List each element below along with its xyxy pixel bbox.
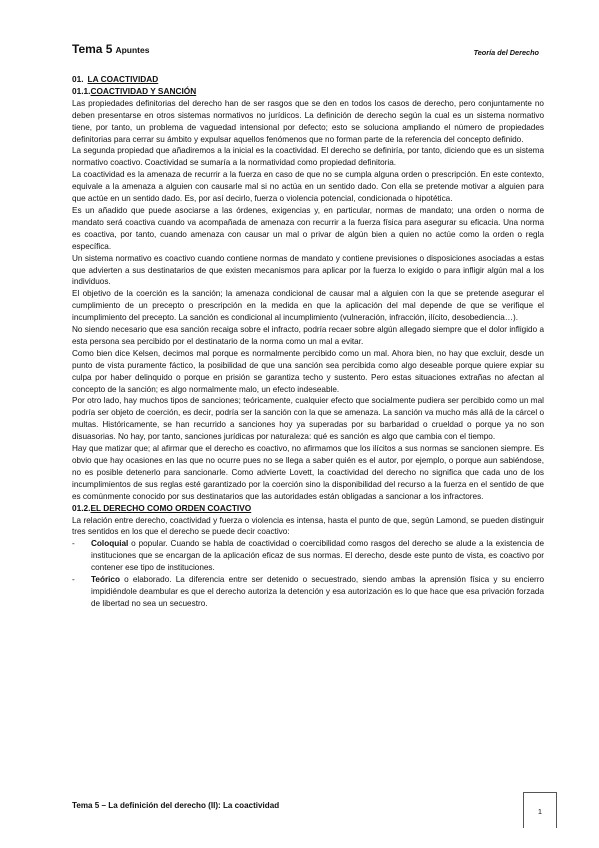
page-number: 1 [537,807,543,816]
paragraph: Un sistema normativo es coactivo cuando contiene normas de mandato y contiene previsiones o disposiciones asociadas a estas que advierten a sus destinatarios de que existen mecanismos para aplicar por la fuerza lo exigido o para infligir algún mal a los individuos. [72,253,544,287]
list-term: Coloquial [91,539,129,549]
list-term: Teórico [91,575,120,585]
page-header [72,40,539,58]
paragraph: Es un añadido que puede asociarse a las órdenes, exigencias y, en particular, normas de mandato; una orden o norma de mandato será coactiva cuando va acompañada de amenaza con recurrir a la fuerza física para asegurar su eficacia. Una norma es coactiva, por tanto, cuando amenaza con causar un mal o privar de algún bien a quien no actúe como la orden o regla específica. [72,205,544,251]
paragraph: Hay que matizar que; al afirmar que el derecho es coactivo, no afirmamos que los ilícitos a sus normas se sancionen siempre. Es obvio que hay ocasiones en las que no ocurre pues no se llega a saber quién es el autor, por ejemplo, o porque aun sabiéndose, no es posible detenerlo para sancionarle. Como advierte Lovett, la coactividad del derecho no significa que cada uno de los incumplimientos de sus reglas esté garantizado por la coerción sino la disponibilidad del recurso a la fuerza en el sentido de que es comúnmente conocido por sus destinatarios que las autoridades están obligadas a sancionar a los infractores. [72,444,544,501]
list-text: o elaborado. La diferencia entre ser detenido o secuestrado, siendo ambas la aprensión física y su encierro impidiéndole deambular es que el derecho autoriza la detención y esa autorización es lo que hace que esa privación forzada de libertad no sea un secuestro. [91,575,544,608]
list-dash: - [72,539,75,549]
paragraph: La coactividad es la amenaza de recurrir a la fuerza en caso de que no se cumpla alguna orden o prescripción. En este contexto, equivale a la amenaza a alguien con causarle mal si no actúa en un sentido dado. Con ella se pretende motivar a alguien para que actúe en un sentido dado. Es, por así decirlo, fuerza o violencia potencial, condicionada o hipotética. [72,170,544,204]
paragraph: La segunda propiedad que añadiremos a la inicial es la coactividad. El derecho se definiría, por tanto, diciendo que es un sistema normativo coactivo. Coactividad se sumaría a la normatividad como propiedad definitoria. [72,146,544,168]
document-body [72,74,544,610]
page-number-box [523,792,557,828]
section-number: 01.1. [72,85,91,96]
section-number: 01.2. [72,502,91,513]
section-number: 01. [72,74,84,84]
list-text: o popular. Cuando se habla de coactividad o coercibilidad como rasgos del derecho se alude a la existencia de instituciones que se encargan de la aplicación eficaz de sus normas. El derecho, desde este punto de vista, es coactivo por contener ese tipo de instituciones. [91,539,544,573]
header-apuntes: Apuntes [115,45,150,55]
paragraph: No siendo necesario que esa sanción recaiga sobre el infracto, podría recaer sobre algún allegado siempre que el dolor infligido a esta persona sea percibido por el destinatario de la norma como un mal a evitar. [72,325,544,346]
paragraph: Como bien dice Kelsen, decimos mal porque es normalmente percibido como un mal. Ahora bien, no hay que excluir, desde un punto de vista puramente fáctico, la posibilidad de que una sanción sea percibida como algo deseable porque quiere expiar su culpa por haber delinquido o porque en prisión se garantiza techo y sustento. Pero estas situaciones extrañas no afectan al concepto de la sanción; es algo normalmente malo, un efecto indeseable. [72,348,544,394]
footer-text: Tema 5 – La definición del derecho (II): La coactividad [72,801,280,810]
section-heading-1-1 [72,86,544,98]
header-tema: Tema 5 [72,42,113,56]
section-title: EL DERECHO COMO ORDEN COACTIVO [90,502,252,513]
section-title: LA COACTIVIDAD [87,74,159,84]
paragraph: Por otro lado, hay muchos tipos de sanciones; teóricamente, cualquier efecto que socialmente pudiera ser percibido como un mal podría ser objeto de coerción, es decir, podría ser la sanción con la que se amenaza. La sanción va mucho más allá de la cárcel o multas. Históricamente, se han recurrido a sanciones hoy ya superadas por su barbaridad o crueldad o porque ya no son disuasorias. No hay, por tanto, sanciones jurídicas por naturaleza: qué es sanción es algo que cambia con el tiempo. [72,396,544,442]
list-item [72,538,544,574]
section-heading-1-2 [72,503,544,515]
list-item [72,574,544,610]
paragraph: Las propiedades definitorias del derecho han de ser rasgos que se den en todos los casos de derecho, pero conjuntamente no deben presentarse en otros sistemas normativos no jurídicos. La definición de derecho según la cual es un sistema normativo tiene, por tanto, un problema de vaguedad intensional por defecto; esto se soluciona ampliando el número de propiedades definitorias para cerrar su ámbito y expulsar aquellos fenómenos que no forman parte de la referencia del concepto definido. [72,98,544,144]
section-title: COACTIVIDAD Y SANCIÓN [90,85,197,96]
paragraph: La relación entre derecho, coactividad y fuerza o violencia es intensa, hasta el punto de que, según Lamond, se pueden distinguir tres sentidos en los que el derecho se puede decir coactivo: [72,515,544,537]
section-heading-1 [72,74,544,86]
header-title [72,40,149,58]
header-subject: Teoría del Derecho [473,48,539,57]
paragraph: El objetivo de la coerción es la sanción; la amenaza condicional de causar mal a alguien con la que se pretende asegurar el cumplimiento de un precepto o prescripción en la medida en que la aplicación del mal depende de que se verifique el incumplimiento del precepto. La sanción es condicional al incumplimiento (vulneración, infracción, ilícito, desobediencia…). [72,289,544,323]
list-dash: - [72,575,75,585]
